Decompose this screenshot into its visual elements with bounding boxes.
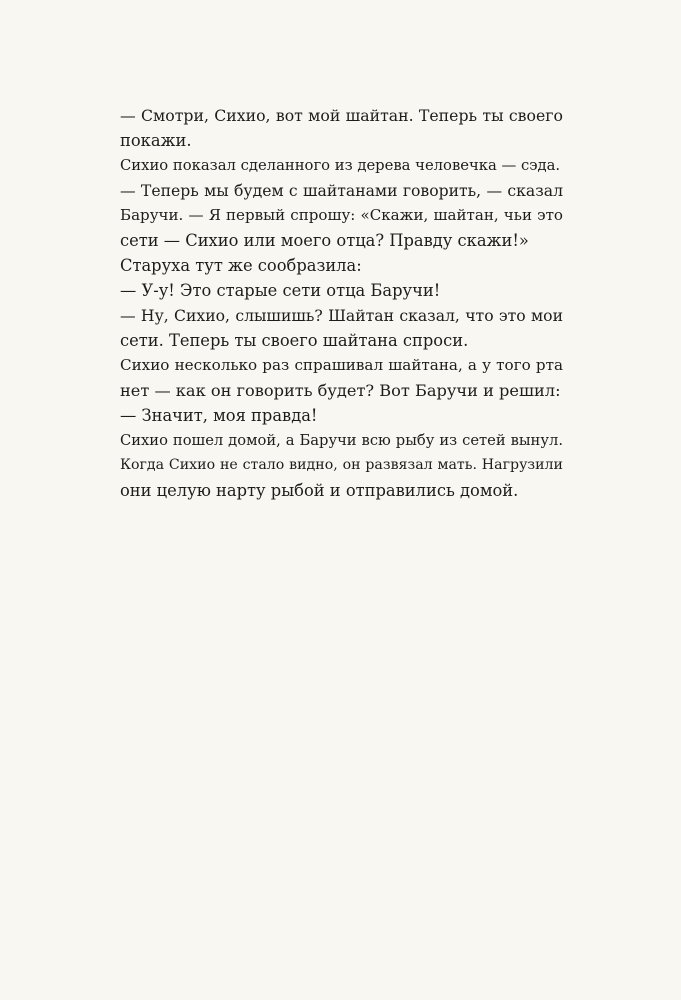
text-line: Старуха тут же сообразила: [120,256,362,275]
text-line: нет — как он говорить будет? Вот Баручи и решил: [120,381,561,400]
paragraph [120,253,563,278]
paragraph [120,353,563,403]
paragraph [120,428,563,503]
text-line: — Теперь мы будем с шайтанами говорить, — сказал [120,181,563,200]
paragraph [120,403,563,428]
text-line: — Ну, Сихио, слышишь? Шайтан сказал, что это мои [120,306,563,325]
text-line: Когда Сихио не стало видно, он развязал мать. Нагрузили [120,457,563,473]
text-line: Баручи. — Я первый спрошу: «Скажи, шайтан, чьи это [120,206,563,224]
text-line: Сихио показал сделанного из дерева человечка — сэда. [120,157,561,174]
paragraph [120,303,563,353]
text-line: сети. Теперь ты своего шайтана спроси. [120,331,469,350]
story-text [120,103,563,503]
paragraph [120,178,563,253]
text-line: — У-у! Это старые сети отца Баручи! [120,281,441,300]
paragraph [120,278,563,303]
text-line: — Смотри, Сихио, вот мой шайтан. Теперь ты своего [120,106,563,125]
paragraph [120,103,563,153]
text-line: — Значит, моя правда! [120,406,318,425]
text-line: покажи. [120,131,192,150]
text-line: Сихио пошел домой, а Баручи всю рыбу из сетей вынул. [120,432,563,449]
text-line: они целую нарту рыбой и отправились домой. [120,481,519,500]
paragraph [120,153,563,178]
text-line: Сихио несколько раз спрашивал шайтана, а у того рта [120,356,563,374]
text-line: сети — Сихио или моего отца? Правду скажи!» [120,231,529,250]
